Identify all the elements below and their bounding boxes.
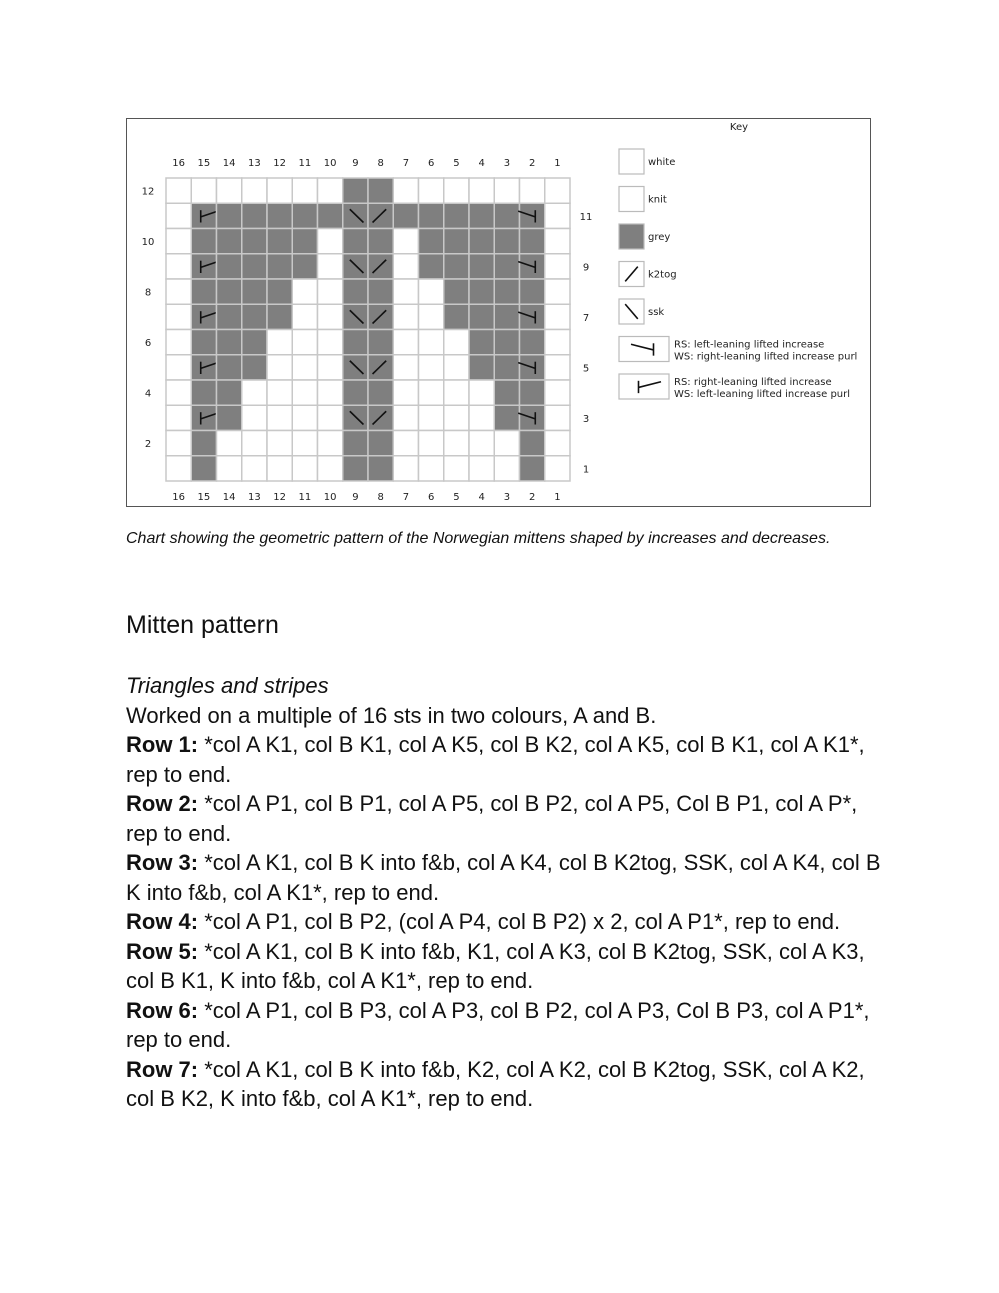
grey-cell bbox=[368, 254, 393, 279]
pattern-body bbox=[126, 671, 886, 1114]
grey-cell bbox=[444, 254, 469, 279]
grey-cell bbox=[242, 229, 267, 254]
white-cell bbox=[393, 380, 418, 405]
row-label-left: 2 bbox=[144, 439, 152, 451]
column-label-bottom: 15 bbox=[197, 492, 211, 503]
grey-cell bbox=[242, 355, 267, 380]
column-label-bottom: 14 bbox=[222, 492, 236, 503]
white-cell bbox=[166, 279, 191, 304]
white-cell bbox=[520, 178, 545, 203]
white-cell bbox=[545, 229, 570, 254]
white-cell bbox=[393, 304, 418, 329]
grey-cell bbox=[444, 279, 469, 304]
white-cell bbox=[545, 456, 570, 481]
grey-cell bbox=[520, 229, 545, 254]
grey-cell bbox=[368, 203, 393, 228]
white-cell bbox=[292, 380, 317, 405]
white-cell bbox=[318, 405, 343, 430]
column-label-bottom: 2 bbox=[528, 492, 536, 503]
grey-cell bbox=[368, 405, 393, 430]
column-label-bottom: 3 bbox=[503, 492, 511, 503]
column-label-bottom: 6 bbox=[427, 492, 435, 503]
legend-swatch-grey bbox=[619, 224, 644, 249]
legend-label: knit bbox=[648, 194, 667, 206]
white-cell bbox=[469, 178, 494, 203]
white-cell bbox=[267, 355, 292, 380]
grey-cell bbox=[267, 304, 292, 329]
grey-cell bbox=[217, 405, 242, 430]
grey-cell bbox=[368, 178, 393, 203]
knitting-chart bbox=[126, 118, 871, 507]
white-cell bbox=[292, 178, 317, 203]
column-label-top: 15 bbox=[197, 158, 211, 169]
white-cell bbox=[166, 304, 191, 329]
column-label-top: 9 bbox=[352, 158, 359, 169]
grey-cell bbox=[494, 330, 519, 355]
white-cell bbox=[242, 380, 267, 405]
white-cell bbox=[494, 456, 519, 481]
white-cell bbox=[444, 405, 469, 430]
column-label-bottom: 1 bbox=[554, 492, 561, 503]
grey-cell bbox=[292, 203, 317, 228]
white-cell bbox=[469, 431, 494, 456]
grey-cell bbox=[267, 203, 292, 228]
column-label-bottom: 13 bbox=[248, 492, 261, 503]
row-label-right: 5 bbox=[582, 363, 590, 375]
grey-cell bbox=[469, 279, 494, 304]
white-cell bbox=[393, 178, 418, 203]
white-cell bbox=[318, 178, 343, 203]
white-cell bbox=[419, 355, 444, 380]
white-cell bbox=[393, 431, 418, 456]
column-label-top: 8 bbox=[377, 158, 384, 169]
column-label-top: 16 bbox=[172, 158, 185, 169]
grey-cell bbox=[494, 254, 519, 279]
white-cell bbox=[318, 380, 343, 405]
white-cell bbox=[292, 279, 317, 304]
row-label-right: 11 bbox=[579, 211, 593, 223]
white-cell bbox=[545, 431, 570, 456]
column-label-bottom: 9 bbox=[352, 492, 359, 503]
grey-cell bbox=[469, 355, 494, 380]
column-label-top: 7 bbox=[402, 158, 410, 169]
pattern-row-text: *col A K1, col B K1, col A K5, col B K2, col A K5, col B K1, col A K1*, rep to end. bbox=[126, 732, 865, 787]
column-label-top: 14 bbox=[222, 158, 236, 169]
grey-cell bbox=[343, 330, 368, 355]
white-cell bbox=[166, 431, 191, 456]
white-cell bbox=[292, 330, 317, 355]
column-label-top: 11 bbox=[298, 158, 312, 169]
grey-cell bbox=[267, 254, 292, 279]
white-cell bbox=[419, 330, 444, 355]
pattern-subheading: Triangles and stripes bbox=[126, 673, 329, 698]
white-cell bbox=[217, 456, 242, 481]
grey-cell bbox=[494, 405, 519, 430]
grey-cell bbox=[217, 330, 242, 355]
white-cell bbox=[292, 456, 317, 481]
grey-cell bbox=[217, 304, 242, 329]
grey-cell bbox=[520, 330, 545, 355]
column-label-top: 12 bbox=[273, 158, 286, 169]
grey-cell bbox=[469, 254, 494, 279]
grey-cell bbox=[343, 279, 368, 304]
grey-cell bbox=[368, 431, 393, 456]
white-cell bbox=[444, 431, 469, 456]
grey-cell bbox=[444, 229, 469, 254]
grey-cell bbox=[217, 254, 242, 279]
white-cell bbox=[545, 279, 570, 304]
grey-cell bbox=[393, 203, 418, 228]
white-cell bbox=[318, 279, 343, 304]
white-cell bbox=[292, 405, 317, 430]
white-cell bbox=[292, 304, 317, 329]
column-label-top: 10 bbox=[323, 158, 337, 169]
pattern-row bbox=[126, 848, 886, 907]
column-label-bottom: 7 bbox=[402, 492, 410, 503]
white-cell bbox=[545, 203, 570, 228]
chart-svg bbox=[127, 119, 872, 508]
white-cell bbox=[292, 355, 317, 380]
grey-cell bbox=[494, 380, 519, 405]
section-heading: Mitten pattern bbox=[126, 611, 279, 639]
column-label-top: 5 bbox=[453, 158, 460, 169]
row-label-left: 8 bbox=[144, 287, 152, 299]
white-cell bbox=[419, 279, 444, 304]
grey-cell bbox=[191, 229, 216, 254]
white-cell bbox=[166, 456, 191, 481]
column-label-bottom: 11 bbox=[298, 492, 312, 503]
white-cell bbox=[494, 431, 519, 456]
grey-cell bbox=[343, 229, 368, 254]
grey-cell bbox=[242, 203, 267, 228]
grey-cell bbox=[318, 203, 343, 228]
white-cell bbox=[444, 380, 469, 405]
white-cell bbox=[166, 380, 191, 405]
pattern-row bbox=[126, 937, 886, 996]
white-cell bbox=[545, 304, 570, 329]
white-cell bbox=[267, 431, 292, 456]
white-cell bbox=[469, 405, 494, 430]
grey-cell bbox=[368, 330, 393, 355]
row-label-right: 7 bbox=[582, 312, 590, 324]
row-label-right: 1 bbox=[582, 464, 590, 476]
white-cell bbox=[318, 431, 343, 456]
column-label-top: 6 bbox=[427, 158, 435, 169]
white-cell bbox=[318, 304, 343, 329]
pattern-row-label: Row 7: bbox=[126, 1056, 199, 1082]
grey-cell bbox=[242, 304, 267, 329]
white-cell bbox=[292, 431, 317, 456]
white-cell bbox=[419, 304, 444, 329]
white-cell bbox=[444, 330, 469, 355]
grey-cell bbox=[419, 203, 444, 228]
grey-cell bbox=[242, 279, 267, 304]
grey-cell bbox=[343, 355, 368, 380]
pattern-row-label: Row 6: bbox=[126, 997, 199, 1023]
column-label-top: 1 bbox=[554, 158, 561, 169]
grey-cell bbox=[494, 355, 519, 380]
grey-cell bbox=[520, 456, 545, 481]
white-cell bbox=[419, 405, 444, 430]
row-label-left: 4 bbox=[144, 388, 152, 400]
white-cell bbox=[166, 405, 191, 430]
grey-cell bbox=[520, 279, 545, 304]
white-cell bbox=[166, 254, 191, 279]
pattern-row-text: *col A P1, col B P2, (col A P4, col B P2) x 2, col A P1*, rep to end. bbox=[198, 909, 841, 934]
row-label-left: 12 bbox=[141, 186, 155, 198]
white-cell bbox=[469, 456, 494, 481]
legend-label: RS: left-leaning lifted increase bbox=[674, 339, 825, 351]
white-cell bbox=[419, 380, 444, 405]
white-cell bbox=[393, 279, 418, 304]
white-cell bbox=[318, 456, 343, 481]
white-cell bbox=[242, 405, 267, 430]
grey-cell bbox=[242, 330, 267, 355]
row-label-right: 9 bbox=[582, 262, 590, 274]
legend-label: white bbox=[648, 157, 676, 168]
white-cell bbox=[419, 178, 444, 203]
white-cell bbox=[242, 178, 267, 203]
white-cell bbox=[242, 456, 267, 481]
white-cell bbox=[444, 178, 469, 203]
pattern-row-text: *col A K1, col B K into f&b, col A K4, col B K2tog, SSK, col A K4, col B K into f&b, col A K1*, rep to end. bbox=[126, 850, 881, 905]
pattern-row-label: Row 1: bbox=[126, 732, 199, 757]
white-cell bbox=[393, 229, 418, 254]
grey-cell bbox=[368, 304, 393, 329]
grey-cell bbox=[191, 431, 216, 456]
legend-title: Key bbox=[729, 122, 749, 133]
grey-cell bbox=[444, 304, 469, 329]
column-label-bottom: 12 bbox=[273, 492, 286, 503]
pattern-rows bbox=[126, 730, 886, 1114]
pattern-intro: Worked on a multiple of 16 sts in two colours, A and B. bbox=[126, 702, 657, 728]
column-label-top: 13 bbox=[248, 158, 261, 169]
white-cell bbox=[166, 330, 191, 355]
white-cell bbox=[545, 405, 570, 430]
white-cell bbox=[545, 380, 570, 405]
white-cell bbox=[419, 456, 444, 481]
white-cell bbox=[545, 178, 570, 203]
white-cell bbox=[242, 431, 267, 456]
grey-cell bbox=[444, 203, 469, 228]
grey-cell bbox=[368, 355, 393, 380]
white-cell bbox=[393, 254, 418, 279]
pattern-row-label: Row 3: bbox=[126, 850, 199, 875]
column-label-bottom: 10 bbox=[323, 492, 337, 503]
pattern-row bbox=[126, 996, 886, 1055]
grey-cell bbox=[191, 279, 216, 304]
column-label-top: 4 bbox=[478, 158, 485, 169]
white-cell bbox=[318, 254, 343, 279]
grey-cell bbox=[292, 254, 317, 279]
white-cell bbox=[393, 405, 418, 430]
column-label-bottom: 16 bbox=[172, 492, 185, 503]
grey-cell bbox=[469, 203, 494, 228]
pattern-row-text: *col A K1, col B K into f&b, K1, col A K3, col B K2tog, SSK, col A K3, col B K1, K into f&b, col A K1*, rep to end. bbox=[126, 938, 865, 993]
white-cell bbox=[267, 456, 292, 481]
grey-cell bbox=[267, 279, 292, 304]
grey-cell bbox=[343, 254, 368, 279]
grey-cell bbox=[494, 279, 519, 304]
grey-cell bbox=[368, 279, 393, 304]
white-cell bbox=[469, 380, 494, 405]
white-cell bbox=[494, 178, 519, 203]
grey-cell bbox=[520, 380, 545, 405]
white-cell bbox=[318, 355, 343, 380]
grey-cell bbox=[343, 178, 368, 203]
white-cell bbox=[267, 178, 292, 203]
legend-swatch-white bbox=[619, 149, 644, 174]
grey-cell bbox=[217, 279, 242, 304]
pattern-row-text: *col A P1, col B P3, col A P3, col B P2, col A P3, Col B P3, col A P1*, rep to end. bbox=[126, 997, 870, 1052]
white-cell bbox=[267, 405, 292, 430]
white-cell bbox=[166, 203, 191, 228]
pattern-row bbox=[126, 1055, 886, 1114]
grey-cell bbox=[217, 380, 242, 405]
grey-cell bbox=[217, 355, 242, 380]
grey-cell bbox=[343, 431, 368, 456]
white-cell bbox=[393, 355, 418, 380]
white-cell bbox=[419, 431, 444, 456]
grey-cell bbox=[368, 456, 393, 481]
white-cell bbox=[217, 431, 242, 456]
grey-cell bbox=[343, 380, 368, 405]
row-label-left: 10 bbox=[141, 237, 155, 249]
column-label-top: 2 bbox=[528, 158, 536, 169]
white-cell bbox=[444, 355, 469, 380]
grey-cell bbox=[343, 456, 368, 481]
grey-cell bbox=[419, 229, 444, 254]
grey-cell bbox=[343, 405, 368, 430]
grey-cell bbox=[267, 229, 292, 254]
legend-label: RS: right-leaning lifted increase bbox=[674, 377, 832, 388]
white-cell bbox=[393, 456, 418, 481]
pattern-row-label: Row 5: bbox=[126, 938, 199, 964]
pattern-row-label: Row 2: bbox=[126, 791, 199, 816]
white-cell bbox=[393, 330, 418, 355]
grey-cell bbox=[343, 203, 368, 228]
grey-cell bbox=[494, 229, 519, 254]
white-cell bbox=[166, 229, 191, 254]
legend-label: WS: right-leaning lifted increase purl bbox=[674, 351, 858, 363]
white-cell bbox=[444, 456, 469, 481]
grey-cell bbox=[469, 304, 494, 329]
legend-label: ssk bbox=[648, 307, 665, 318]
row-label-left: 6 bbox=[144, 338, 152, 350]
grey-cell bbox=[242, 254, 267, 279]
legend-label: grey bbox=[648, 232, 671, 243]
grey-cell bbox=[494, 304, 519, 329]
pattern-row-label: Row 4: bbox=[126, 909, 199, 934]
white-cell bbox=[545, 254, 570, 279]
grey-cell bbox=[191, 456, 216, 481]
white-cell bbox=[166, 178, 191, 203]
pattern-row bbox=[126, 789, 886, 848]
grey-cell bbox=[419, 254, 444, 279]
column-label-bottom: 4 bbox=[478, 492, 485, 503]
white-cell bbox=[545, 330, 570, 355]
legend-swatch-lli bbox=[619, 337, 669, 362]
legend-label: WS: left-leaning lifted increase purl bbox=[674, 389, 851, 400]
white-cell bbox=[166, 355, 191, 380]
pattern-row bbox=[126, 730, 886, 789]
white-cell bbox=[267, 380, 292, 405]
pattern-row-text: *col A K1, col B K into f&b, K2, col A K2, col B K2tog, SSK, col A K2, col B K2, K into f&b, col A K1*, rep to end. bbox=[126, 1056, 865, 1111]
grey-cell bbox=[494, 203, 519, 228]
legend-label: k2tog bbox=[648, 269, 677, 281]
grey-cell bbox=[217, 203, 242, 228]
white-cell bbox=[545, 355, 570, 380]
grey-cell bbox=[217, 229, 242, 254]
grey-cell bbox=[292, 229, 317, 254]
grey-cell bbox=[343, 304, 368, 329]
grey-cell bbox=[191, 380, 216, 405]
column-label-bottom: 8 bbox=[377, 492, 384, 503]
grey-cell bbox=[191, 330, 216, 355]
legend-swatch-knit bbox=[619, 187, 644, 212]
pattern-row-text: *col A P1, col B P1, col A P5, col B P2, col A P5, Col B P1, col A P*, rep to end. bbox=[126, 791, 858, 846]
grey-cell bbox=[520, 431, 545, 456]
column-label-top: 3 bbox=[503, 158, 511, 169]
white-cell bbox=[318, 330, 343, 355]
grey-cell bbox=[469, 330, 494, 355]
grey-cell bbox=[368, 229, 393, 254]
grey-cell bbox=[469, 229, 494, 254]
chart-caption: Chart showing the geometric pattern of the Norwegian mittens shaped by increases and decreases. bbox=[126, 530, 831, 547]
white-cell bbox=[267, 330, 292, 355]
white-cell bbox=[217, 178, 242, 203]
row-label-right: 3 bbox=[582, 413, 590, 425]
white-cell bbox=[318, 229, 343, 254]
pattern-row bbox=[126, 907, 886, 937]
white-cell bbox=[191, 178, 216, 203]
grey-cell bbox=[368, 380, 393, 405]
column-label-bottom: 5 bbox=[453, 492, 460, 503]
